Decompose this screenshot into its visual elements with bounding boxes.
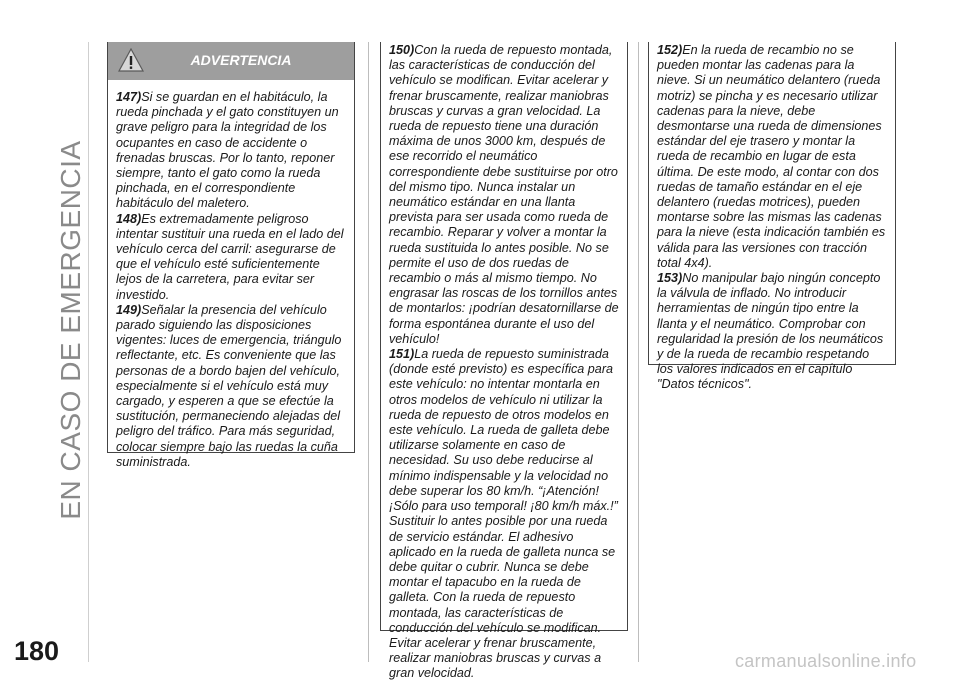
column-divider [368,42,369,662]
chapter-side-title-text: EN CASO DE EMERGENCIA [55,140,86,520]
note-number: 148) [116,211,142,226]
column-divider [638,42,639,662]
note-148 [116,212,346,303]
column-1-text [108,80,354,470]
chapter-side-title [55,30,86,630]
column-2-text [381,42,627,682]
watermark: carmanualsonline.info [735,651,917,671]
note-text: Señalar la presencia del vehículo parado siguiendo las disposiciones vigentes: luces de emergencia, triángulo reflectante, etc. Es conveniente que las personas de a bordo bajen del vehículo, especialmente si el vehículo está muy cargado, y esperen a que se efectúe la sustitución, permaneciendo alejadas del peligro del tráfico. Para más seguridad, colocar siempre bajo las ruedas la cuña suministrada. [116,302,342,469]
column-3-text [649,42,895,393]
note-text: En la rueda de recambio no se pueden montar las cadenas para la nieve. Si un neumático delantero (rueda motriz) se pincha y es necesario utilizar cadenas para la nieve, debe desmontarse una rueda de dimensiones estándar del eje trasero y montar la rueda de recambio en lugar de esta última. De este modo, al contar con dos ruedas de tamaño estándar en el eje delantero (ruedas motrices), pueden montarse sobre las mismas las cadenas para la nieve (esta indicación también es válida para las versiones con tracción total 4x4). [657,43,886,270]
note-text: La rueda de repuesto suministrada (donde esté previsto) es específica para este vehículo: no intentar montarla en otros modelos de vehículo ni utilizar la rueda de repuesto de otros modelos en este vehículo. La rueda de galleta debe utilizarse solamente en caso de necesidad. Su uso debe reducirse al mínimo indispensable y la velocidad no debe superar los 80 km/h. “¡Atención! ¡Sólo para uso temporal! ¡80 km/h máx.!” Sustituir lo antes posible por una rueda de servicio estándar. El adhesivo aplicado en la rueda de galleta nunca se debe quitar o cubrir. Nunca se debe montar el tapacubo en la rueda de galleta. Con la rueda de repuesto montada, las características de conducción del vehículo se modifican. Evitar acelerar y frenar bruscamente, realizar maniobras bruscas y curvas a gran velocidad. [389,347,618,681]
note-text: No manipular bajo ningún concepto la válvula de inflado. No introducir herramientas de ningún tipo entre la llanta y el neumático. Comprobar con regularidad la presión de los neumáticos y de la rueda de recambio respetando los valores indicados en el capítulo "Datos técnicos". [657,271,884,392]
warning-box-continued [648,42,896,392]
warning-box-continued [380,42,628,681]
warning-triangle-icon [118,48,144,72]
note-number: 149) [116,302,142,317]
note-149 [116,303,346,470]
warning-header [108,42,354,80]
note-153 [657,271,887,393]
note-number: 150) [389,43,415,57]
note-number: 153) [657,271,683,286]
note-147 [116,90,346,212]
note-152 [657,43,887,271]
note-150 [389,43,619,347]
note-151 [389,347,619,681]
page-number: 180 [14,636,60,666]
warning-title: ADVERTENCIA [190,52,292,69]
note-number: 152) [657,43,683,57]
note-number: 147) [116,90,142,104]
margin-rule [88,42,89,662]
warning-box [107,42,355,469]
note-text: Si se guardan en el habitáculo, la rueda pinchada y el gato constituyen un grave peligro para la integridad de los ocupantes en caso de accidente o frenadas bruscas. Por lo tanto, reponer siempre, tanto el gato como la rueda pinchada, en el correspondiente habitáculo del maletero. [116,90,339,211]
note-text: Con la rueda de repuesto montada, las características de conducción del vehículo se modifican. Evitar acelerar y frenar bruscamente, realizar maniobras bruscas y curvas a gran velocidad. La rueda de repuesto tiene una duración máxima de unos 3000 km, después de ese recorrido el neumático correspondiente debe sustituirse por otro del mismo tipo. Nunca instalar un neumático estándar en una llanta prevista para ser usada como rueda de recambio. Reparar y volver a montar la rueda sustituida lo antes posible. No se permite el uso de dos ruedas de recambio o más al mismo tiempo. No engrasar las roscas de los tornillos antes de montarlos: ¡podrían desatornillarse de forma espontánea durante el uso del vehículo! [389,43,619,346]
note-number: 151) [389,347,415,362]
note-text: Es extremadamente peligroso intentar sustituir una rueda en el lado del vehículo cerca del carril: asegurarse de que el vehículo esté suficientemente lejos de la carretera, para evitar ser investido. [116,211,344,302]
